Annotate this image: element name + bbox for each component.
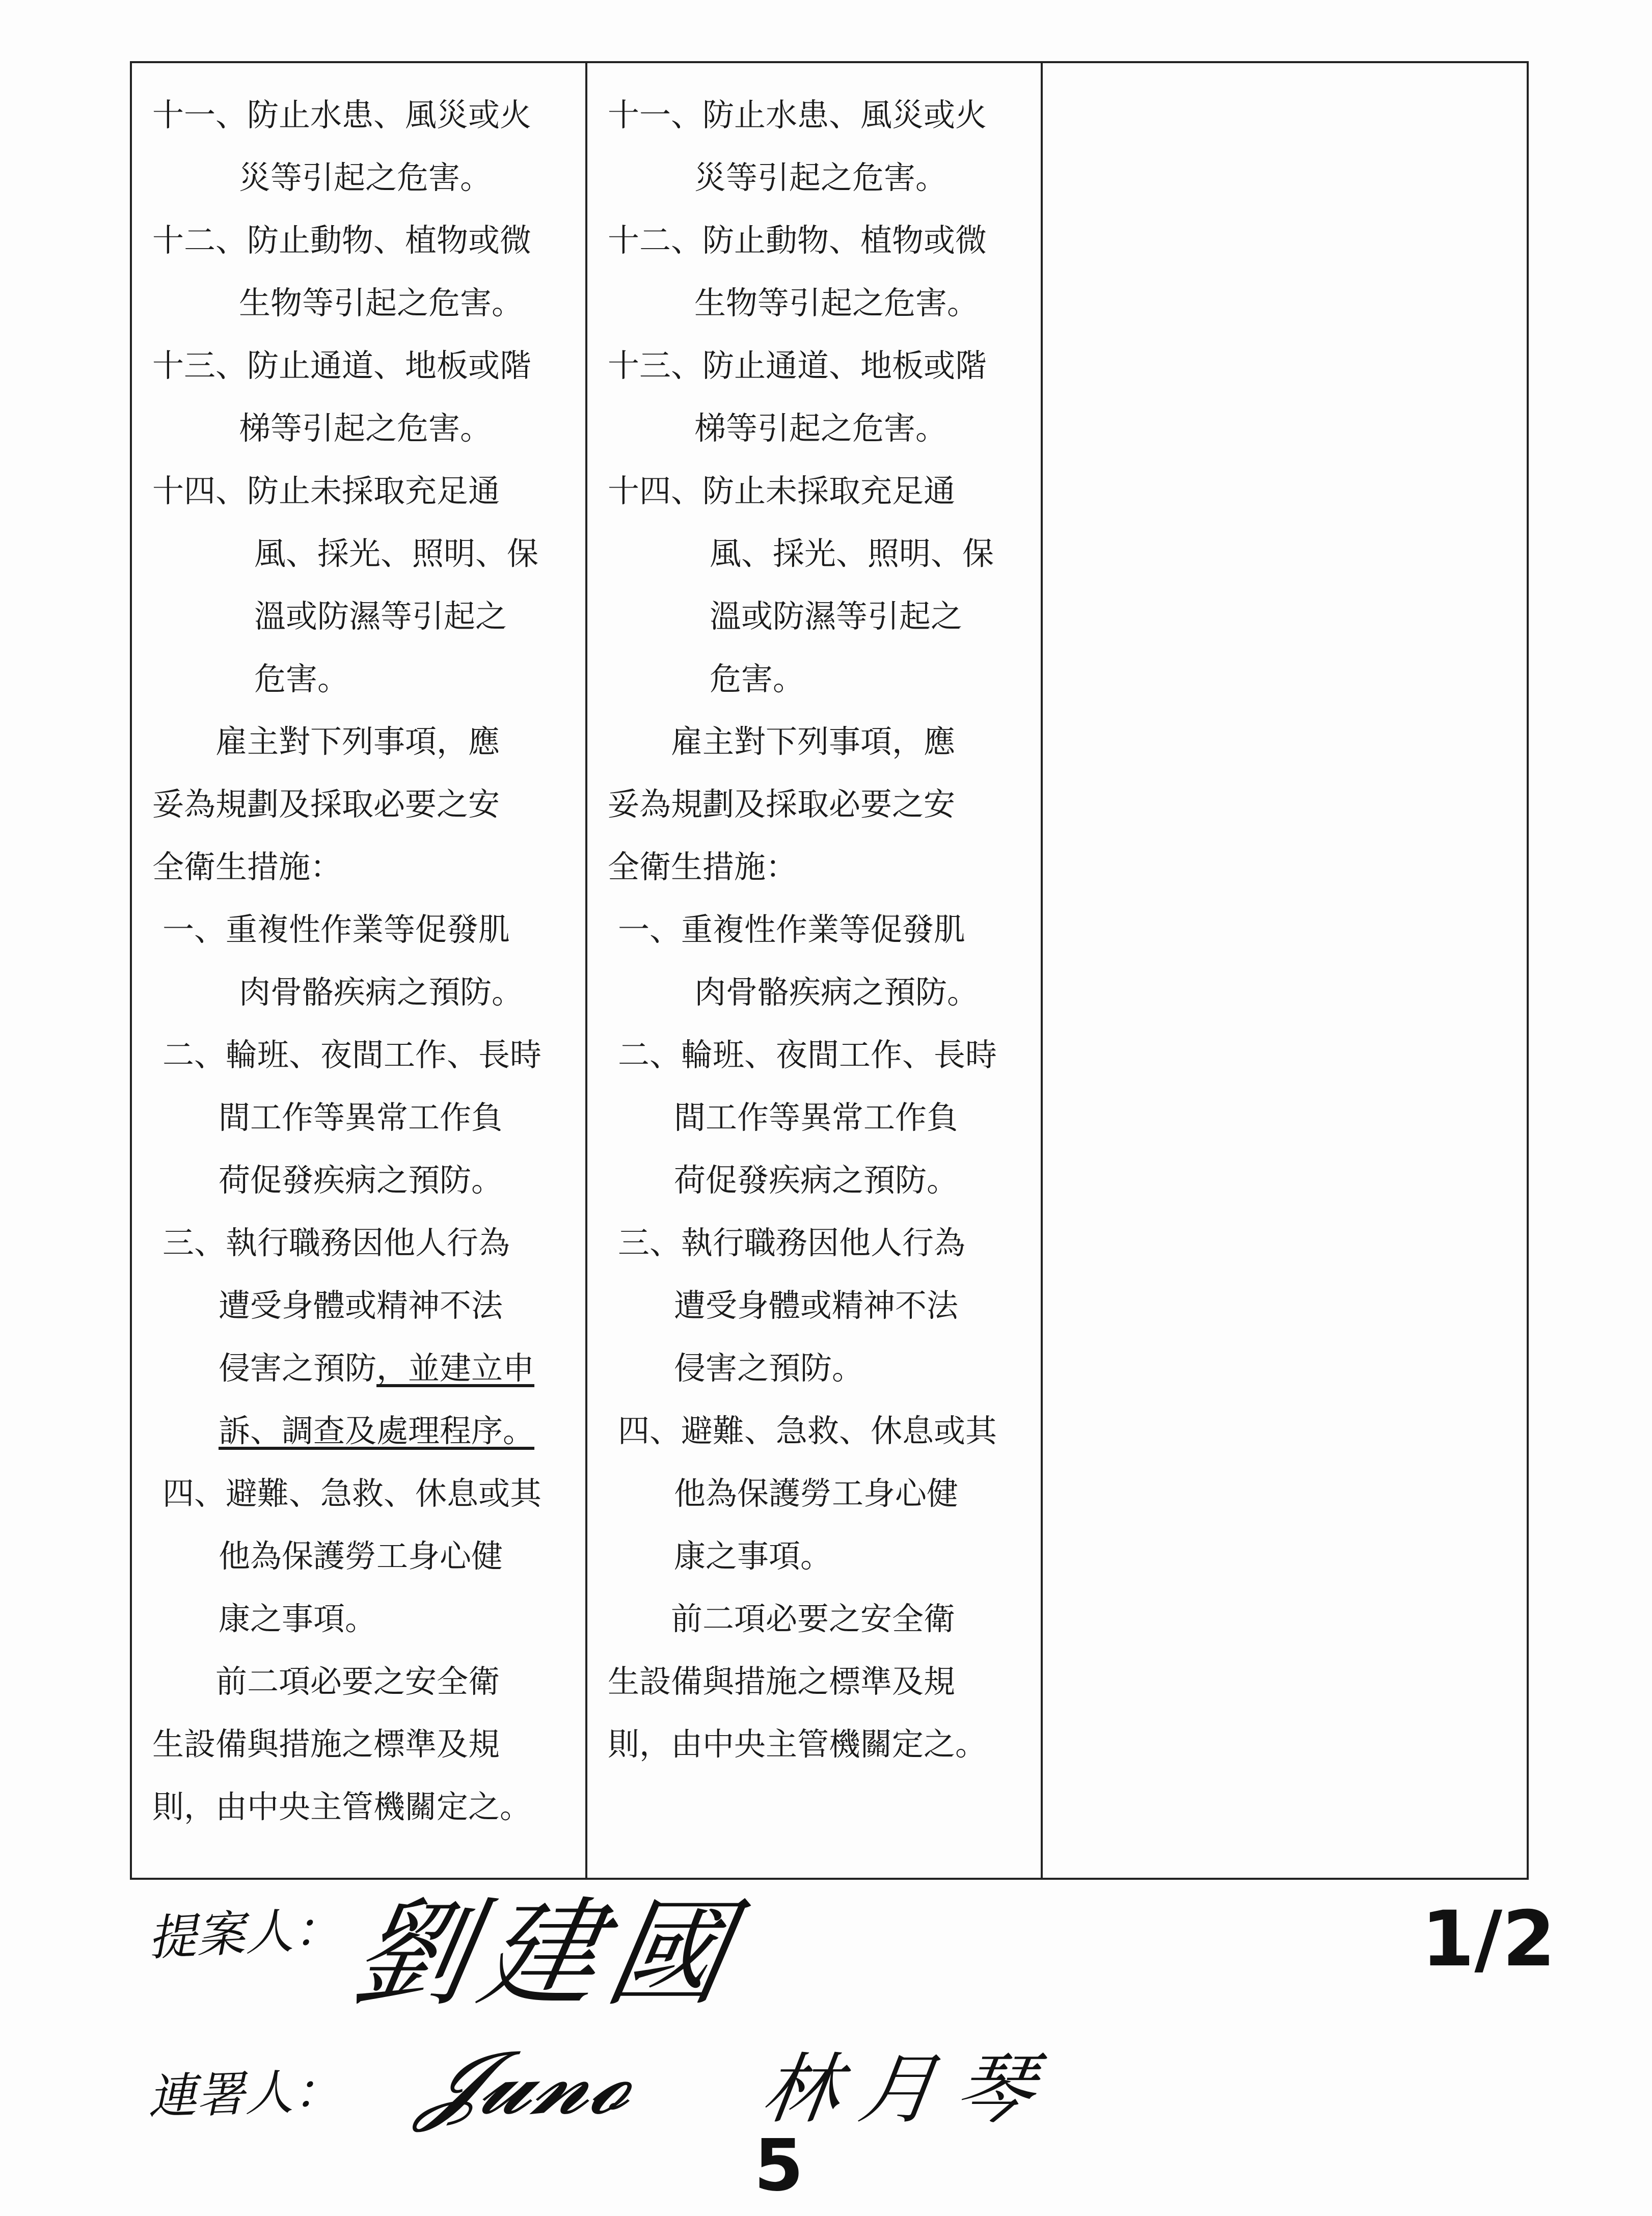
clause-line: 康之事項。: [219, 1600, 377, 1637]
clause-line: 十四、防止未採取充足通: [608, 472, 956, 509]
clause-line: 全衛生措施：: [152, 848, 342, 885]
clause-text: 侵害之預防: [219, 1349, 377, 1387]
amended-text-column: [131, 62, 586, 1879]
clause-line: 二、輪班、夜間工作、長時: [618, 1036, 997, 1073]
comparison-table: [130, 61, 1529, 1880]
cosigner-signature-1: 𝓙𝓾𝓷𝓸: [412, 2033, 644, 2133]
clause-line: 間工作等異常工作負: [219, 1099, 503, 1136]
amended-text-underlined: 訴、調查及處理程序。: [219, 1412, 535, 1449]
current-text-column: [586, 62, 1042, 1879]
clause-line: 四、避難、急救、休息或其: [163, 1475, 542, 1512]
clause-line: 四、避難、急救、休息或其: [618, 1412, 997, 1449]
clause-line: 一、重複性作業等促發肌: [618, 911, 966, 948]
clause-line: 前二項必要之安全衛: [671, 1600, 956, 1637]
clause-line: 災等引起之危害。: [694, 159, 947, 196]
clause-line: 他為保護勞工身心健: [674, 1475, 959, 1512]
clause-line: [152, 1337, 570, 1399]
clause-line: 間工作等異常工作負: [674, 1099, 959, 1136]
page-fraction: 1/2: [1421, 1895, 1556, 1984]
clause-line: 十一、防止水患、風災或火: [608, 96, 987, 133]
clause-line: 災等引起之危害。: [239, 159, 492, 196]
clause-line: 生物等引起之危害。: [239, 284, 524, 321]
clause-line: 則，由中央主管機關定之。: [608, 1725, 987, 1763]
clause-line: 肉骨骼疾病之預防。: [239, 974, 524, 1011]
clause-line: 一、重複性作業等促發肌: [163, 911, 510, 948]
clause-line: 十一、防止水患、風災或火: [152, 96, 532, 133]
clause-line: 妥為規劃及採取必要之安: [152, 786, 500, 823]
clause-line: 梯等引起之危害。: [694, 410, 947, 447]
clause-line: 溫或防濕等引起之: [254, 598, 507, 635]
clause-line: 他為保護勞工身心健: [219, 1537, 503, 1575]
proposer-signature: 劉建國: [342, 1886, 749, 2022]
explanation-column: [1042, 62, 1528, 1879]
clause-line: 十二、防止動物、植物或微: [608, 222, 987, 259]
clause-line: 二、輪班、夜間工作、長時: [163, 1036, 542, 1073]
clause-line: 遭受身體或精神不法: [219, 1287, 503, 1324]
clause-line: 十二、防止動物、植物或微: [152, 222, 532, 259]
page-number: 5: [754, 2124, 804, 2207]
clause-line: 十四、防止未採取充足通: [152, 472, 500, 509]
amended-text-underlined: ，並建立申: [376, 1349, 535, 1387]
cosigner-label: 連署人：: [147, 2063, 343, 2126]
clause-line: 梯等引起之危害。: [239, 410, 492, 447]
clause-line: 康之事項。: [674, 1537, 832, 1575]
clause-line: 肉骨骼疾病之預防。: [694, 974, 979, 1011]
clause-line: 雇主對下列事項，應: [671, 723, 956, 760]
clause-line: 則，由中央主管機關定之。: [152, 1788, 532, 1825]
clause-line: 生物等引起之危害。: [694, 284, 979, 321]
clause-line: [152, 1399, 570, 1462]
clause-line: 十三、防止通道、地板或階: [608, 347, 987, 384]
clause-line: 危害。: [710, 660, 805, 697]
clause-line: 三、執行職務因他人行為: [163, 1224, 510, 1261]
clause-line: 溫或防濕等引起之: [710, 598, 963, 635]
clause-line: 生設備與措施之標準及規: [152, 1725, 500, 1763]
clause-line: 雇主對下列事項，應: [215, 723, 500, 760]
cosigner-signature-2: 林月琴: [756, 2045, 1060, 2134]
clause-line: 生設備與措施之標準及規: [608, 1663, 956, 1700]
clause-line: 荷促發疾病之預防。: [674, 1161, 959, 1199]
clause-line: 荷促發疾病之預防。: [219, 1161, 503, 1199]
clause-line: 前二項必要之安全衛: [215, 1663, 500, 1700]
clause-line: 十三、防止通道、地板或階: [152, 347, 532, 384]
clause-line: 全衛生措施：: [608, 848, 798, 885]
clause-line: 風、採光、照明、保: [710, 535, 994, 572]
clause-line: 三、執行職務因他人行為: [618, 1224, 966, 1261]
proposer-label: 提案人：: [146, 1901, 343, 1967]
clause-line: 危害。: [254, 660, 349, 697]
clause-line: 妥為規劃及採取必要之安: [608, 786, 956, 823]
clause-line: 遭受身體或精神不法: [674, 1287, 959, 1324]
clause-line: 侵害之預防。: [674, 1349, 864, 1387]
clause-line: 風、採光、照明、保: [254, 535, 539, 572]
